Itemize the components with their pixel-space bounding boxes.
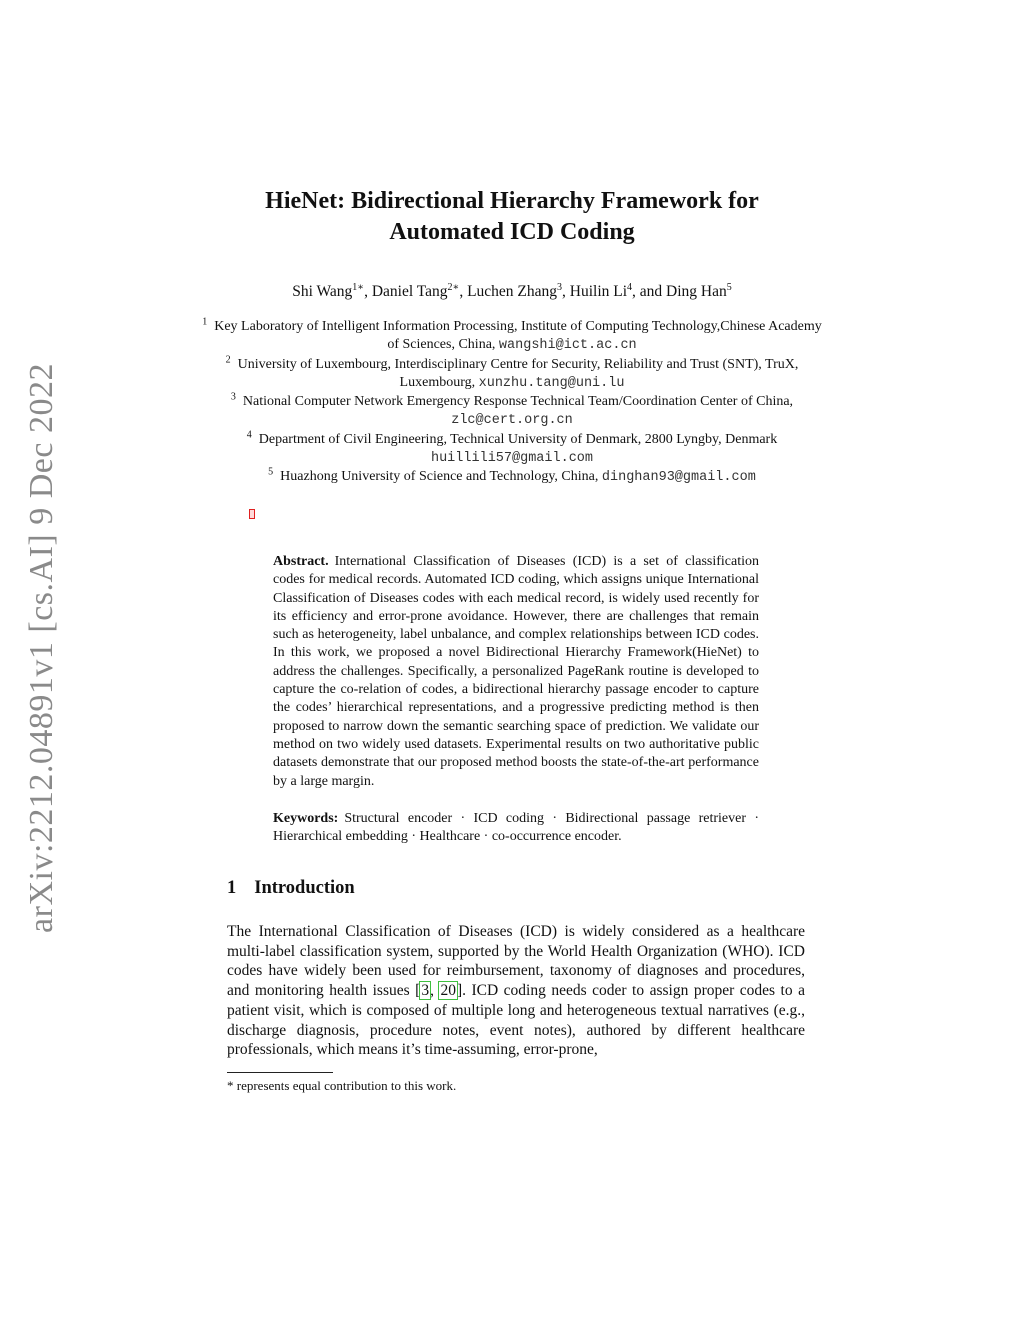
- author: Shi Wang$^{1∗}$,: [292, 281, 372, 300]
- affiliation: $^2$ University of Luxembourg, Interdisciplinary Centre for Security, Reliability and Trust (SNT), TruX, Luxembourg, xunzhu.tang@uni.lu: [225, 353, 799, 391]
- link-marker[interactable]: [249, 509, 255, 519]
- affiliation: $^4$ Department of Civil Engineering, Technical University of Denmark, 2800 Lyngby, Denmark huillili57@gmail.com: [246, 429, 778, 467]
- section-heading: [227, 878, 355, 899]
- abstract-text: International Classification of Diseases (ICD) is a set of classification codes for medical records. Automated ICD coding, which assigns unique International Classification of Diseases codes with each medical record, is widely used recently for its efficiency and error-prone avoidance. However, there are challenges that remain such as heterogeneity, label unbalance, and complex relationships between ICD codes. In this work, we proposed a novel Bidirectional Hierarchy Framework(HieNet) to address the challenges. Specifically, a personalized PageRank routine is developed to capture the co-relation of codes, a bidirectional hierarchy passage encoder to capture the codes’ hierarchical representations, and a progressive predicting method is then proposed to narrow down the semantic searching space of prediction. We validate our method on two widely used datasets. Experimental results on two authoritative public datasets demonstrate that our proposed method boosts the state-of-the-art performance by a large margin.: [273, 554, 759, 789]
- citation-link[interactable]: 20: [440, 982, 456, 1000]
- affiliation: $^3$ National Computer Network Emergency Response Technical Team/Coordination Center of China, zlc@cert.org.cn: [230, 391, 794, 429]
- author: Huilin Li$^4$, and: [569, 281, 667, 300]
- citation-link[interactable]: 3: [421, 982, 430, 1000]
- keywords-label: Keywords:: [273, 811, 339, 826]
- email-link[interactable]: huillili57@gmail.com: [430, 451, 594, 467]
- affiliation-list: [200, 318, 824, 488]
- email-link[interactable]: zlc@cert.org.cn: [451, 413, 573, 429]
- affiliation: $^1$ Key Laboratory of Intelligent Information Processing, Institute of Computing Technology,Chinese Academy of Sciences, China, wangshi@ict.ac.cn: [202, 316, 822, 354]
- title-line-1: HieNet: Bidirectional Hierarchy Framework for: [265, 188, 759, 214]
- author: Luchen Zhang$^3$,: [467, 281, 570, 300]
- keywords-text: Structural encoder · ICD coding · Bidirectional passage retriever · Hierarchical embedding · Healthcare · co-occurrence encoder.: [273, 811, 759, 845]
- abstract: [273, 553, 759, 791]
- keywords: [273, 810, 759, 847]
- email-link[interactable]: dinghan93@gmail.com: [601, 470, 756, 486]
- title-line-2: Automated ICD Coding: [389, 219, 635, 245]
- email-link[interactable]: xunzhu.tang@uni.lu: [478, 375, 625, 391]
- arxiv-watermark: arXiv:2212.04891v1 [cs.AI] 9 Dec 2022: [23, 363, 60, 933]
- email-link[interactable]: wangshi@ict.ac.cn: [498, 338, 637, 354]
- author: Ding Han$^5$: [666, 281, 732, 300]
- author-list: [0, 283, 1024, 301]
- affiliation: $^5$ Huazhong University of Science and Technology, China, dinghan93@gmail.com: [268, 466, 756, 486]
- author: Daniel Tang$^{2∗}$,: [371, 281, 468, 300]
- section-title: Introduction: [254, 878, 355, 898]
- paper-title: [0, 186, 1024, 248]
- intro-paragraph: The International Classification of Diseases (ICD) is widely considered as a healthcare multi-label classification system, supported by the World Health Organization (WHO). ICD codes have widely been used for reimbursement, taxonomy of diagnoses and procedures, and monitoring health issues [3, 20]. ICD coding needs coder to assign proper codes to a patient visit, which is composed of multiple long and heterogeneous textual narratives (e.g., discharge diagnosis, procedure notes, event notes), authored by different healthcare professionals, which means it’s time-assuming, error-prone,: [227, 923, 805, 1059]
- footnote-divider: [227, 1072, 333, 1073]
- footnote: * represents equal contribution to this work.: [227, 1078, 457, 1093]
- section-number: 1: [227, 878, 237, 898]
- abstract-label: Abstract.: [273, 554, 329, 569]
